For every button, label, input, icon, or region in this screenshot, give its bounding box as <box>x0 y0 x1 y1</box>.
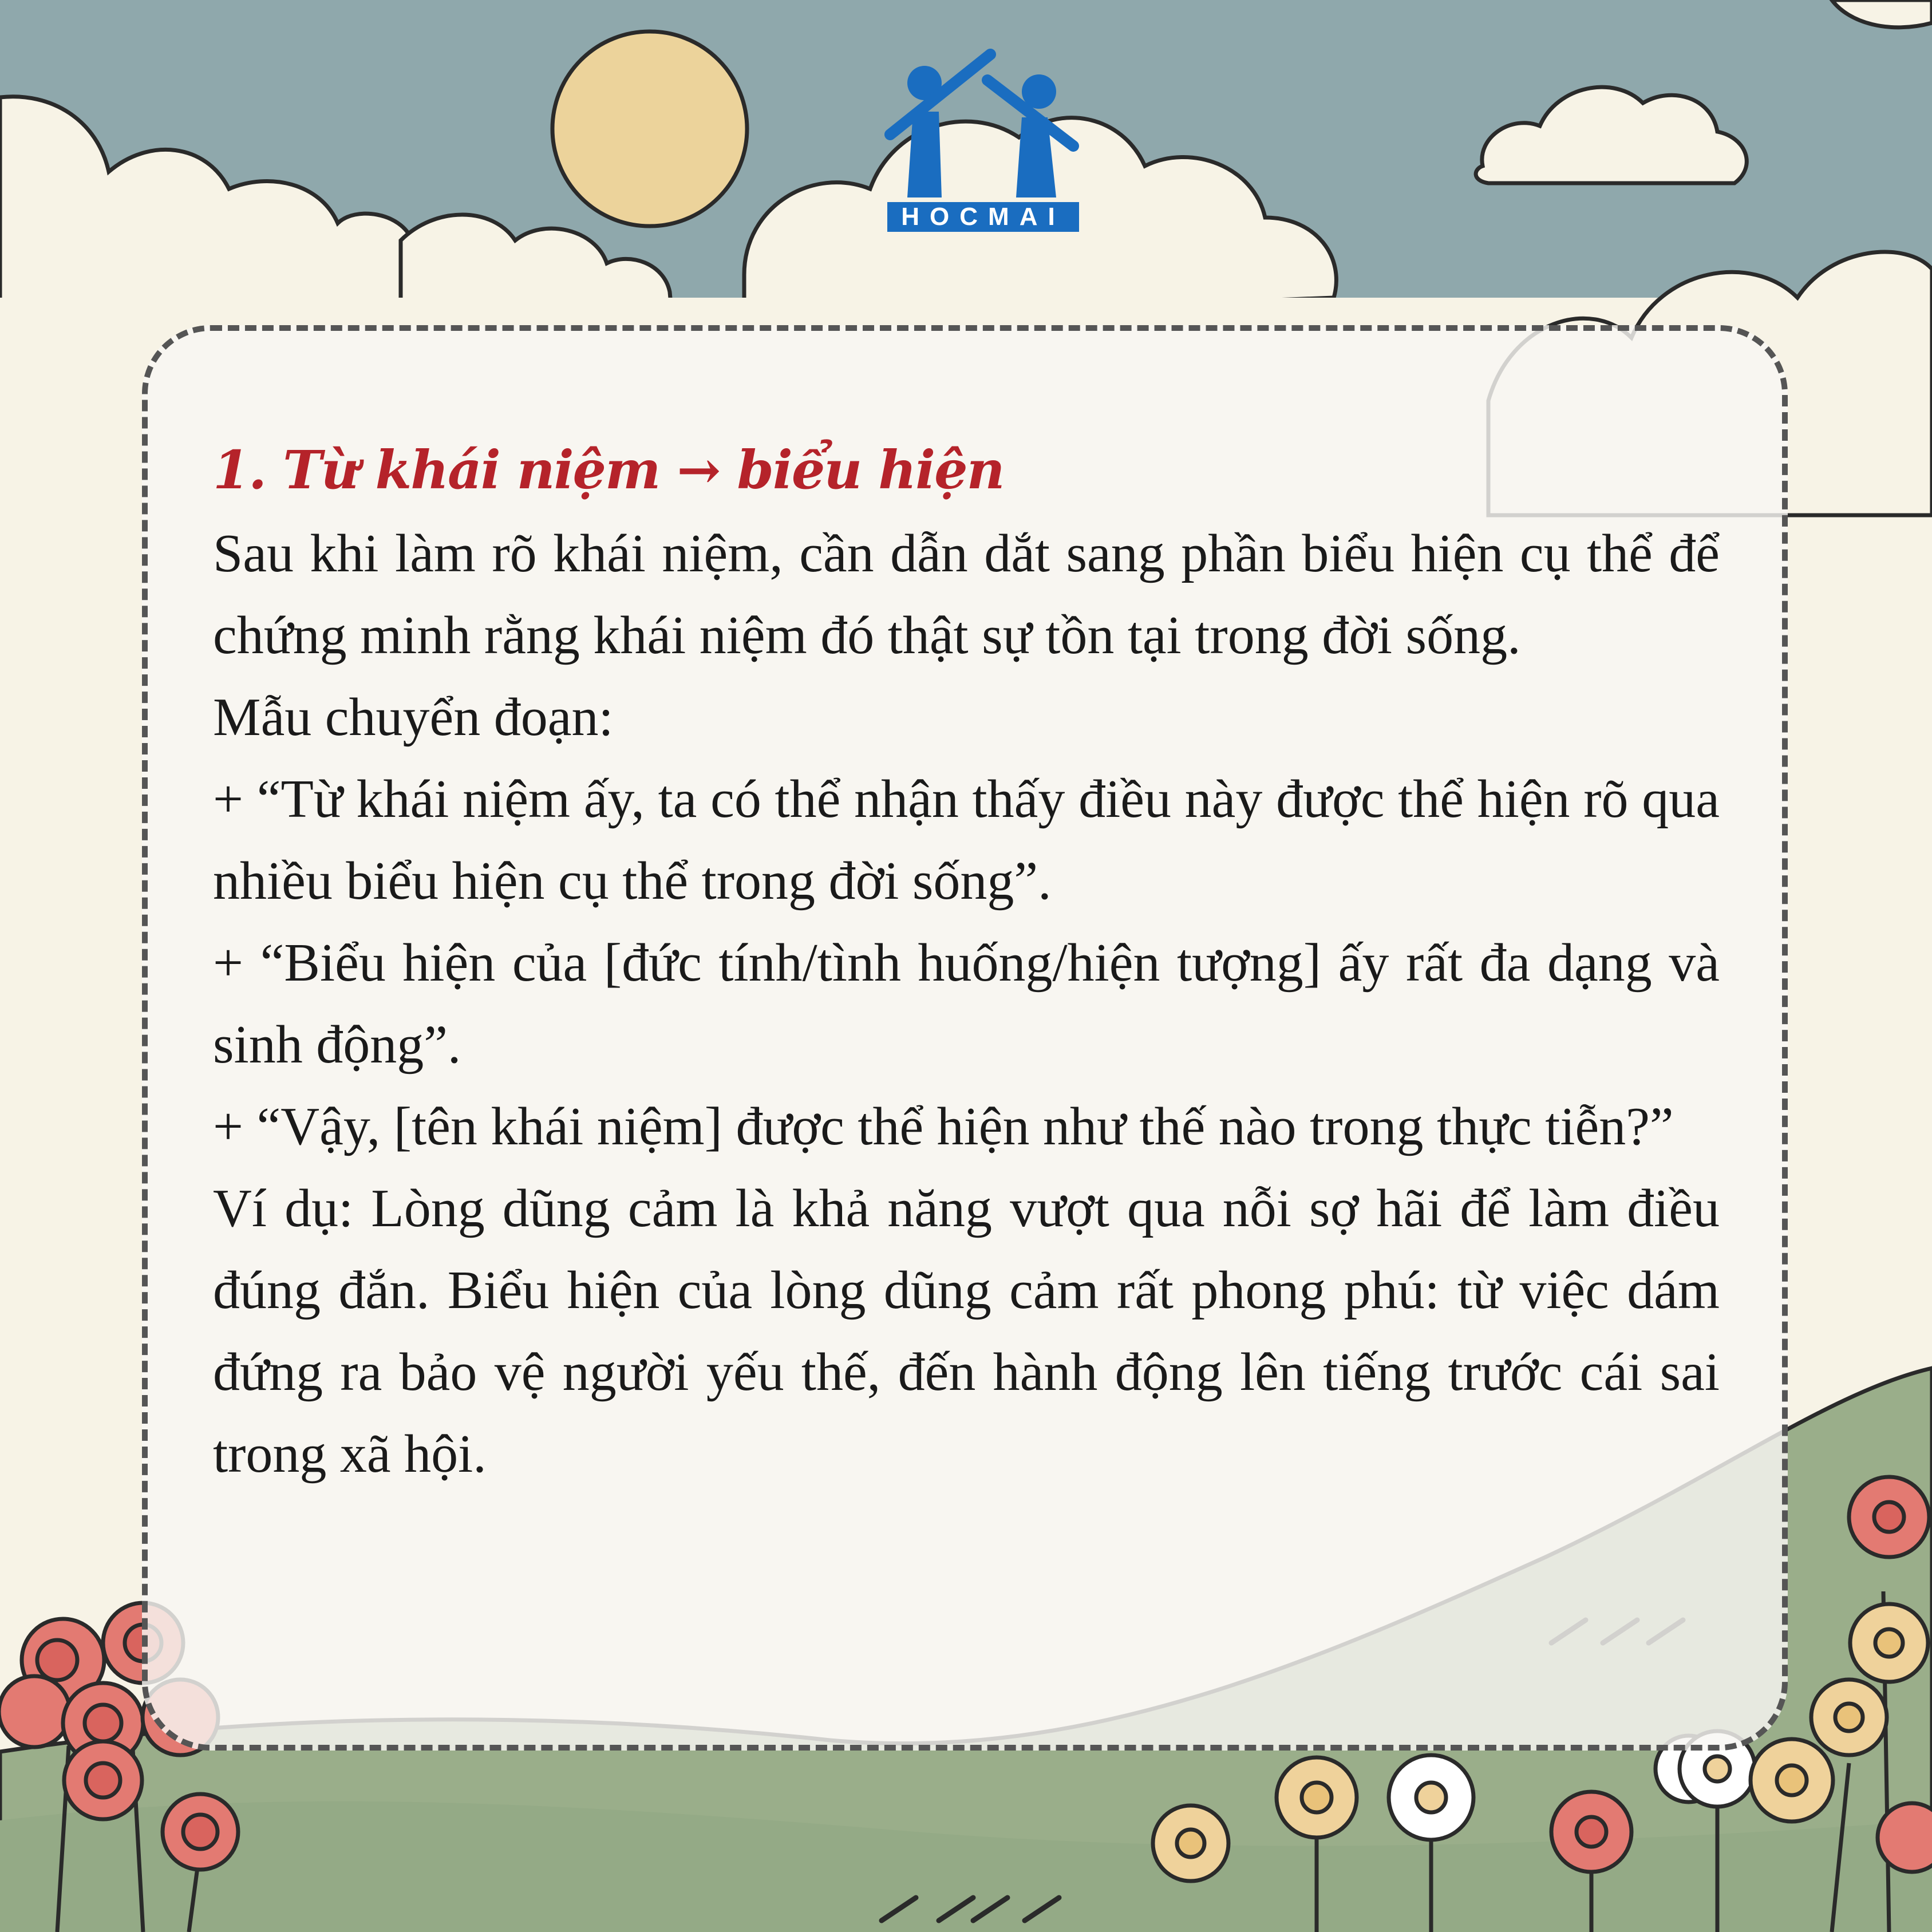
paragraph-template-3: + “Vậy, [tên khái niệm] được thể hiện như thế nào trong thực tiễn?” <box>213 1097 1674 1156</box>
paragraph-template-label: Mẫu chuyển đoạn: <box>213 688 614 747</box>
content <box>213 434 1720 1495</box>
paragraph-intro: Sau khi làm rõ khái niệm, cần dẫn dắt sang phần biểu hiện cụ thể để chứng minh rằng khái niệm đó thật sự tồn tại trong đời sống. <box>213 524 1720 665</box>
section-heading: 1. Từ khái niệm → biểu hiện <box>213 439 1004 501</box>
logo-text: HOCMAI <box>901 203 1065 231</box>
sun <box>552 31 747 226</box>
hocmai-logo[interactable] <box>884 49 1082 238</box>
paragraph-template-1: + “Từ khái niệm ấy, ta có thể nhận thấy điều này được thể hiện rõ qua nhiều biểu hiện cụ thể trong đời sống”. <box>213 769 1720 911</box>
paragraph-example: Ví dụ: Lòng dũng cảm là khả năng vượt qua nỗi sợ hãi để làm điều đúng đắn. Biểu hiện của lòng dũng cảm rất phong phú: từ việc dám đứng ra bảo vệ người yếu thế, đến hành động lên tiếng trước cái sai trong xã hội. <box>213 1179 1720 1484</box>
paragraph-template-2: + “Biểu hiện của [đức tính/tình huống/hiện tượng] ấy rất đa dạng và sinh động”. <box>213 933 1720 1074</box>
